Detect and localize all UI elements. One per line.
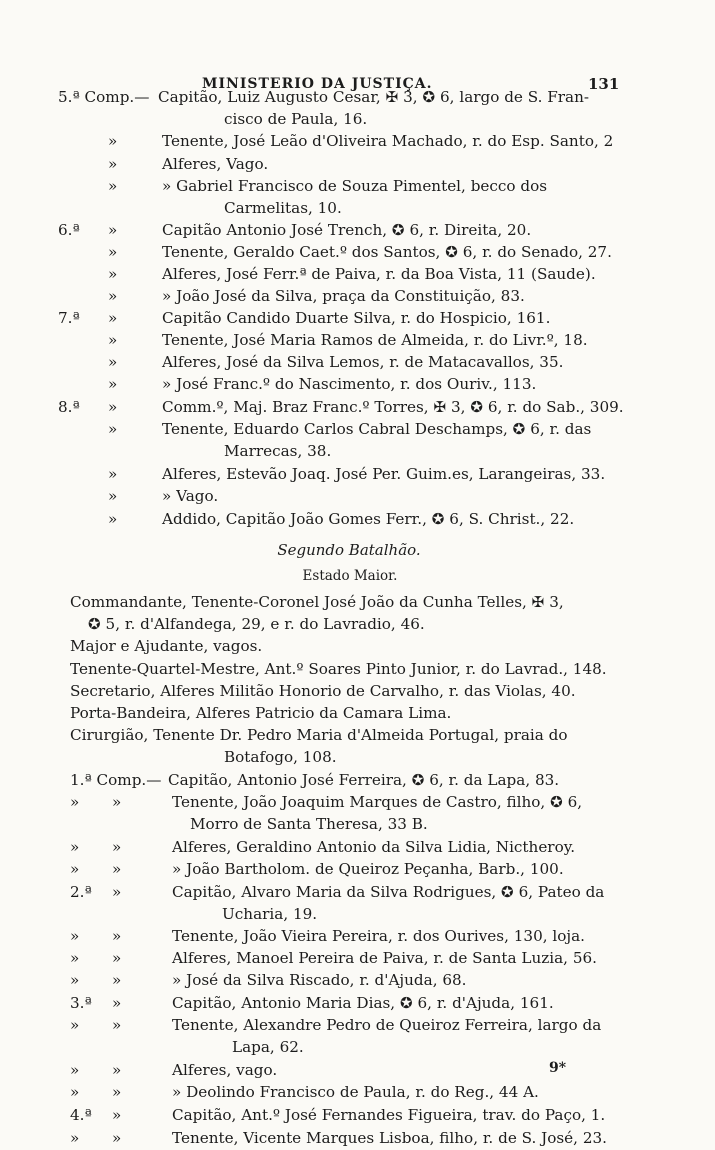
- entry-text: » José Franc.º do Nascimento, r. dos Ouriv., 113.: [162, 375, 537, 393]
- ditto-mark: »: [112, 971, 122, 989]
- entry-line: [0, 417, 715, 441]
- company-label: 6.ª: [58, 221, 80, 239]
- company-label: »: [70, 1016, 80, 1034]
- entry-line: [0, 1080, 715, 1104]
- ditto-mark: »: [112, 927, 122, 945]
- ditto-mark: »: [112, 1106, 122, 1124]
- entry-text: » Vago.: [162, 487, 219, 505]
- entry-text: Capitão Candido Duarte Silva, r. do Hospicio, 161.: [162, 309, 551, 327]
- entry-text: Tenente, Geraldo Caet.º dos Santos, ✪ 6, r. do Senado, 27.: [162, 243, 612, 261]
- section-heading: [0, 538, 715, 562]
- ditto-mark: »: [108, 487, 118, 505]
- company-label: 4.ª: [70, 1106, 92, 1124]
- ditto-mark: »: [108, 420, 118, 438]
- entry-line: [0, 768, 715, 792]
- entry-text: Comm.º, Maj. Braz Franc.º Torres, ✠ 3, ✪ 6, r. do Sab., 309.: [162, 398, 624, 416]
- entry-line: [0, 991, 715, 1015]
- company-label: »: [70, 860, 80, 878]
- ditto-mark: »: [112, 949, 122, 967]
- ditto-mark: »: [112, 994, 122, 1012]
- entry-line: [0, 1013, 715, 1037]
- ditto-mark: »: [112, 793, 122, 811]
- entry-text: Tenente, Vicente Marques Lisboa, filho, r. de S. José, 23.: [172, 1129, 607, 1147]
- entry-text: Tenente, Eduardo Carlos Cabral Deschamps, ✪ 6, r. das: [162, 420, 592, 438]
- entry-line: [0, 174, 715, 198]
- entry-text: Major e Ajudante, vagos.: [70, 637, 263, 655]
- entry-line: [0, 590, 715, 614]
- company-label: »: [70, 927, 80, 945]
- ditto-mark: »: [108, 375, 118, 393]
- battalion-title: Segundo Batalhão.: [277, 541, 421, 559]
- company-label: »: [70, 793, 80, 811]
- entry-text: Capitão, Antonio Maria Dias, ✪ 6, r. d'Ajuda, 161.: [172, 994, 554, 1012]
- ditto-mark: »: [112, 1016, 122, 1034]
- entry-text: cisco de Paula, 16.: [224, 110, 368, 128]
- entry-line: [0, 507, 715, 531]
- entry-text: » João José da Silva, praça da Constituição, 83.: [162, 287, 525, 305]
- entry-text: Capitão, Antonio José Ferreira, ✪ 6, r. da Lapa, 83.: [168, 771, 560, 789]
- entry-line: [0, 328, 715, 352]
- entry-text: Marrecas, 38.: [224, 442, 332, 460]
- entry-line: [0, 484, 715, 508]
- entry-text: Cirurgião, Tenente Dr. Pedro Maria d'Almeida Portugal, praia do: [70, 726, 568, 744]
- entry-line: [0, 439, 715, 463]
- company-label: 3.ª: [70, 994, 92, 1012]
- entry-line: [0, 1103, 715, 1127]
- entry-text: Commandante, Tenente-Coronel José João da Cunha Telles, ✠ 3,: [70, 593, 564, 611]
- entry-text: » João Bartholom. de Queiroz Peçanha, Barb., 100.: [172, 860, 564, 878]
- page-title: MINISTERIO DA JUSTIÇA.: [202, 76, 433, 92]
- ditto-mark: »: [108, 177, 118, 195]
- ditto-mark: »: [108, 398, 118, 416]
- entry-text: Botafogo, 108.: [224, 748, 337, 766]
- ditto-mark: »: [108, 155, 118, 173]
- page-footer: [0, 1056, 715, 1080]
- staff-subheading: Estado Maior.: [302, 568, 398, 584]
- entry-text: Lapa, 62.: [232, 1038, 304, 1056]
- company-label: »: [70, 1061, 80, 1079]
- entry-line: [0, 657, 715, 681]
- entry-text: » Deolindo Francisco de Paula, r. do Reg., 44 A.: [172, 1083, 539, 1101]
- entry-line: [0, 857, 715, 881]
- entry-line: [0, 880, 715, 904]
- ditto-mark: »: [108, 465, 118, 483]
- entry-line: [0, 1126, 715, 1150]
- company-label: 1.ª Comp.—: [70, 771, 162, 789]
- ditto-mark: »: [112, 1129, 122, 1147]
- ditto-mark: »: [108, 265, 118, 283]
- entry-text: Alferes, vago.: [172, 1061, 278, 1079]
- ditto-mark: »: [108, 309, 118, 327]
- company-label: 5.ª Comp.—: [58, 88, 150, 106]
- entry-line: [0, 812, 715, 836]
- entry-text: Carmelitas, 10.: [224, 199, 342, 217]
- entry-text: Alferes, Geraldino Antonio da Silva Lidia, Nictheroy.: [172, 838, 576, 856]
- entry-text: ✪ 5, r. d'Alfandega, 29, e r. do Lavradio, 46.: [88, 615, 425, 633]
- entry-line: [0, 902, 715, 926]
- entry-line: [0, 634, 715, 658]
- entry-line: [0, 284, 715, 308]
- entry-text: Tenente-Quartel-Mestre, Ant.º Soares Pinto Junior, r. do Lavrad., 148.: [70, 660, 607, 678]
- company-label: »: [70, 949, 80, 967]
- entry-text: » José da Silva Riscado, r. d'Ajuda, 68.: [172, 971, 467, 989]
- entry-line: [0, 129, 715, 153]
- ditto-mark: »: [108, 243, 118, 261]
- ditto-mark: »: [108, 510, 118, 528]
- signature-mark: 9*: [549, 1060, 567, 1076]
- entry-text: Addido, Capitão João Gomes Ferr., ✪ 6, S. Christ., 22.: [162, 510, 575, 528]
- ditto-mark: »: [108, 287, 118, 305]
- ditto-mark: »: [112, 860, 122, 878]
- entry-text: Alferes, Manoel Pereira de Paiva, r. de Santa Luzia, 56.: [172, 949, 597, 967]
- company-label: 7.ª: [58, 309, 80, 327]
- entry-line: [0, 835, 715, 859]
- company-label: 2.ª: [70, 883, 92, 901]
- entry-text: Alferes, Estevão Joaq. José Per. Guim.es, Larangeiras, 33.: [162, 465, 606, 483]
- entry-text: Alferes, José da Silva Lemos, r. de Matacavallos, 35.: [162, 353, 564, 371]
- entry-text: Capitão, Ant.º José Fernandes Figueira, trav. do Paço, 1.: [172, 1106, 606, 1124]
- ditto-mark: »: [108, 331, 118, 349]
- ditto-mark: »: [112, 1061, 122, 1079]
- entry-line: [0, 679, 715, 703]
- ditto-mark: »: [112, 838, 122, 856]
- ditto-mark: »: [112, 883, 122, 901]
- entry-line: [0, 745, 715, 769]
- entry-line: [0, 107, 715, 131]
- company-label: »: [70, 1129, 80, 1147]
- entry-line: [0, 85, 715, 109]
- entry-text: Tenente, João Joaquim Marques de Castro, filho, ✪ 6,: [172, 793, 583, 811]
- entry-line: [0, 350, 715, 374]
- entry-line: [0, 924, 715, 948]
- entry-text: » Gabriel Francisco de Souza Pimentel, becco dos: [162, 177, 548, 195]
- entry-line: [0, 218, 715, 242]
- entry-text: Tenente, João Vieira Pereira, r. dos Ourives, 130, loja.: [172, 927, 585, 945]
- ditto-mark: »: [108, 132, 118, 150]
- entry-text: Tenente, José Maria Ramos de Almeida, r. do Livr.º, 18.: [162, 331, 588, 349]
- entry-text: Tenente, José Leão d'Oliveira Machado, r. do Esp. Santo, 2: [162, 132, 614, 150]
- entry-line: [0, 372, 715, 396]
- entry-line: [0, 262, 715, 286]
- entry-text: Porta-Bandeira, Alferes Patricio da Camara Lima.: [70, 704, 452, 722]
- entry-line: [0, 946, 715, 970]
- company-label: »: [70, 838, 80, 856]
- company-label: 8.ª: [58, 398, 80, 416]
- entry-text: Secretario, Alferes Militão Honorio de Carvalho, r. das Violas, 40.: [70, 682, 576, 700]
- entry-line: [0, 701, 715, 725]
- entry-text: Capitão, Alvaro Maria da Silva Rodrigues, ✪ 6, Pateo da: [172, 883, 605, 901]
- entry-text: Capitão Antonio José Trench, ✪ 6, r. Direita, 20.: [162, 221, 532, 239]
- section-heading: [0, 564, 715, 588]
- entry-line: [0, 612, 715, 636]
- entry-line: [0, 152, 715, 176]
- entry-text: Morro de Santa Theresa, 33 B.: [190, 815, 428, 833]
- entry-text: Ucharia, 19.: [222, 905, 318, 923]
- entry-line: [0, 790, 715, 814]
- company-label: »: [70, 971, 80, 989]
- entry-line: [0, 240, 715, 264]
- entry-line: [0, 196, 715, 220]
- ditto-mark: »: [108, 353, 118, 371]
- entry-text: Capitão, Luiz Augusto Cesar, ✠ 3, ✪ 6, largo de S. Fran-: [158, 88, 590, 106]
- ditto-mark: »: [108, 221, 118, 239]
- entry-line: [0, 306, 715, 330]
- entry-text: Tenente, Alexandre Pedro de Queiroz Ferreira, largo da: [172, 1016, 602, 1034]
- entry-line: [0, 395, 715, 419]
- entry-line: [0, 723, 715, 747]
- entry-line: [0, 968, 715, 992]
- company-label: »: [70, 1083, 80, 1101]
- page-number: 131: [588, 75, 620, 93]
- ditto-mark: »: [112, 1083, 122, 1101]
- entry-text: Alferes, José Ferr.ª de Paiva, r. da Boa Vista, 11 (Saude).: [162, 265, 596, 283]
- entry-line: [0, 462, 715, 486]
- entry-text: Alferes, Vago.: [162, 155, 269, 173]
